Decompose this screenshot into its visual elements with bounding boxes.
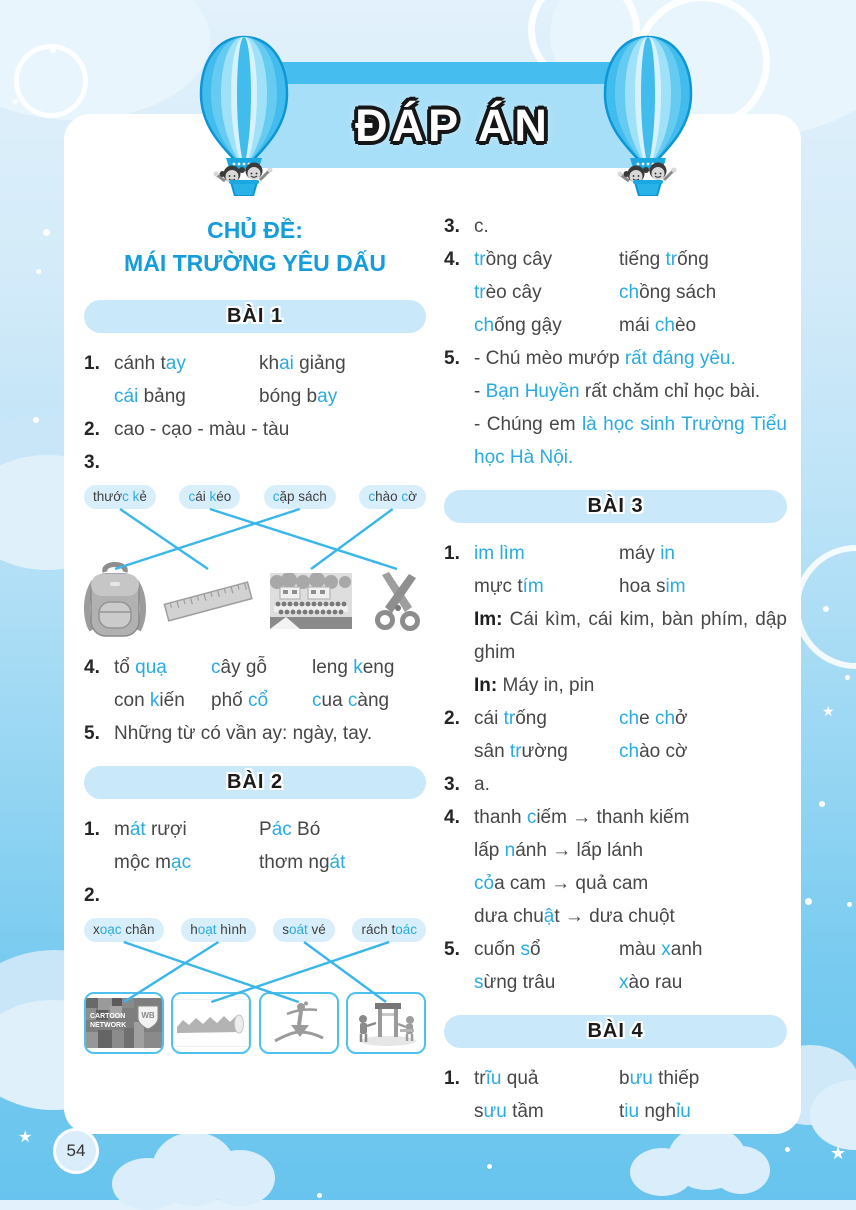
answer-cell: trèo cây — [474, 282, 542, 303]
ruler-image — [162, 576, 254, 626]
answer-row — [114, 846, 426, 879]
answer-item — [444, 702, 787, 768]
star-icon: ★ — [830, 1143, 847, 1163]
answer-cell: Pác Bó — [259, 819, 321, 840]
svg-text:WB: WB — [141, 1011, 155, 1020]
answer-cell: cái trống — [474, 708, 547, 729]
answer-cell: sưu tầm — [474, 1101, 544, 1122]
item-number: 5. — [84, 723, 100, 744]
answer-text: In: Máy in, pin — [474, 675, 595, 696]
item-content — [474, 768, 787, 801]
answer-cell: cánh tay — [114, 353, 186, 374]
answer-text: dưa chuật → dưa chuột — [474, 906, 675, 927]
matching-exercise — [84, 485, 426, 647]
item-content — [114, 446, 426, 479]
answer-card — [64, 114, 801, 1134]
answer-item — [444, 537, 787, 702]
item-number: 3. — [84, 452, 100, 473]
answer-cell: im lìm — [474, 543, 525, 564]
item-number: 2. — [84, 419, 100, 440]
answer-cell: mái chèo — [619, 315, 697, 336]
match-label-pill: hoạt hình — [181, 918, 255, 942]
answer-text: c. — [474, 216, 489, 237]
answers-banner — [252, 62, 654, 168]
match-labels-row — [84, 485, 426, 509]
banner-body — [252, 84, 654, 168]
item-content — [474, 210, 787, 243]
answer-row — [474, 933, 787, 966]
hot-air-balloon-right-icon — [596, 34, 700, 196]
answer-cell: bưu thiếp — [619, 1068, 700, 1089]
answer-row — [474, 966, 787, 999]
answer-cell: máy in — [619, 543, 675, 564]
item-number: 4. — [444, 807, 460, 828]
matching-exercise — [84, 918, 426, 1058]
item-number: 1. — [84, 353, 100, 374]
answer-cell: bóng bay — [259, 386, 338, 407]
answer-row — [474, 702, 787, 735]
item-number: 4. — [444, 249, 460, 270]
answer-row — [474, 276, 787, 309]
answer-text: cao - cạo - màu - tàu — [114, 419, 290, 440]
answer-item — [84, 347, 426, 413]
answer-cell: che chở — [619, 708, 688, 729]
answer-text: a. — [474, 774, 490, 795]
item-content — [474, 342, 787, 474]
item-number: 3. — [444, 774, 460, 795]
sparkle-dot — [43, 229, 50, 236]
left-column-items — [84, 300, 426, 1058]
right-column — [444, 210, 787, 1134]
page-number-value: 54 — [66, 1141, 86, 1160]
answer-row — [114, 380, 426, 413]
answer-cell: hoa sim — [619, 576, 686, 597]
match-connector-lines — [84, 942, 426, 988]
sparkle-dot — [317, 1193, 322, 1198]
answer-text: Im: Cái kìm, cái kim, bàn phím, dập ghim — [474, 609, 787, 663]
answer-cell: thơm ngát — [259, 852, 346, 873]
match-connector-lines — [84, 509, 426, 555]
match-label-pill: cái kéo — [179, 485, 240, 509]
answer-row — [114, 813, 426, 846]
page-title: ĐÁP ÁN — [355, 100, 551, 151]
item-number: 3. — [444, 216, 460, 237]
svg-text:CARTOON: CARTOON — [90, 1013, 126, 1020]
match-label-pill: thước kẻ — [84, 485, 156, 509]
answer-cell: mát rượi — [114, 819, 187, 840]
answer-text: cỏa cam → quả cam — [474, 873, 649, 894]
answer-cell: leng keng — [312, 657, 395, 678]
section-header-bài-4 — [444, 1015, 787, 1048]
sparkle-dot — [805, 898, 812, 905]
item-content — [114, 879, 426, 912]
answer-row — [114, 684, 426, 717]
answer-item — [84, 413, 426, 446]
answer-item — [444, 1062, 787, 1128]
answer-cell: sừng trâu — [474, 972, 556, 993]
item-number: 5. — [444, 348, 460, 369]
answer-item — [444, 210, 787, 243]
answer-cell: mộc mạc — [114, 852, 192, 873]
item-content — [474, 1062, 787, 1128]
answer-item — [84, 446, 426, 479]
answer-item — [444, 933, 787, 999]
cloud — [205, 1150, 275, 1206]
section-label: BÀI 3 — [587, 495, 644, 517]
answer-text: Những từ có vần ay: ngày, tay. — [114, 723, 373, 744]
hot-air-balloon-left-icon — [192, 34, 296, 196]
answer-cell: mực tím — [474, 576, 544, 597]
theme-line1: CHỦ ĐỀ: — [207, 217, 303, 243]
answer-cell: chào cờ — [619, 741, 688, 762]
sparkle-dot — [819, 801, 825, 807]
answer-cell: trồng cây — [474, 249, 553, 270]
sparkle-dot — [36, 269, 41, 274]
item-content — [474, 702, 787, 768]
answer-cell: khai giảng — [259, 353, 346, 374]
match-label-pill: cặp sách — [264, 485, 336, 509]
answer-row — [474, 570, 787, 603]
cloud-outline — [14, 44, 88, 118]
answer-row — [474, 537, 787, 570]
banner-top-strip — [252, 62, 654, 84]
answer-cell: sân trường — [474, 741, 568, 762]
answer-cell: trĩu quả — [474, 1068, 539, 1089]
sparkle-dot — [847, 902, 852, 907]
theme-line2: MÁI TRƯỜNG YÊU DẤU — [124, 250, 386, 276]
item-number: 1. — [444, 543, 460, 564]
section-label: BÀI 2 — [226, 771, 284, 793]
match-label-pill: soát vé — [273, 918, 335, 942]
match-label-pill: xoạc chân — [84, 918, 164, 942]
match-images-row — [84, 555, 426, 647]
answer-cell: màu xanh — [619, 939, 703, 960]
answer-cell: chồng sách — [619, 282, 717, 303]
item-content — [114, 413, 426, 446]
item-content — [474, 537, 787, 702]
answer-cell: con kiến — [114, 690, 185, 711]
match-labels-row — [84, 918, 426, 942]
answer-cell: tổ quạ — [114, 657, 167, 678]
answer-item — [84, 813, 426, 879]
answer-item — [84, 651, 426, 717]
answer-cell: tiếng trống — [619, 249, 709, 270]
answer-cell: chống gậy — [474, 315, 562, 336]
answer-text: - Chú mèo mướp rất đáng yêu. — [474, 348, 736, 369]
section-label: BÀI 1 — [226, 305, 284, 327]
scissors-image — [368, 569, 426, 633]
item-content — [474, 801, 787, 933]
cloud — [712, 1146, 770, 1194]
item-number: 2. — [84, 885, 100, 906]
answer-item — [444, 768, 787, 801]
item-content — [114, 651, 426, 717]
item-number: 5. — [444, 939, 460, 960]
sparkle-dot — [13, 99, 18, 104]
answer-row — [114, 347, 426, 380]
item-content — [114, 813, 426, 879]
section-header-bài-3 — [444, 490, 787, 523]
answer-cell: cua càng — [312, 690, 390, 711]
item-number: 1. — [444, 1068, 460, 1089]
card-content — [64, 114, 801, 1134]
item-number: 4. — [84, 657, 100, 678]
answer-text: - Bạn Huyền rất chăm chỉ học bài. — [474, 381, 761, 402]
answer-cell: xào rau — [619, 972, 683, 993]
sparkle-dot — [785, 1147, 790, 1152]
answer-text: - Chúng em là học sinh Trường Tiểu học Hà Nội. — [474, 414, 787, 468]
section-header-bài-2 — [84, 766, 426, 799]
match-images-row — [84, 988, 426, 1058]
sparkle-dot — [823, 606, 829, 612]
answer-row — [474, 1095, 787, 1128]
answer-row — [474, 735, 787, 768]
answer-row — [474, 1062, 787, 1095]
answer-item — [444, 243, 787, 342]
answer-row — [114, 651, 426, 684]
star-icon: ★ — [18, 1129, 33, 1146]
item-content — [114, 347, 426, 413]
item-content — [474, 243, 787, 342]
section-label: BÀI 4 — [587, 1020, 644, 1042]
answer-row — [474, 309, 787, 342]
backpack-image — [84, 560, 146, 642]
answer-item — [84, 879, 426, 912]
answer-item — [444, 342, 787, 474]
section-header-bài-1 — [84, 300, 426, 333]
star-icon: ★ — [822, 703, 835, 719]
answer-item — [84, 717, 426, 750]
left-column — [84, 210, 426, 1134]
sparkle-dot — [50, 47, 56, 53]
item-content — [474, 933, 787, 999]
answer-cell: cuốn sổ — [474, 939, 541, 960]
flag-ceremony-photo-image — [270, 573, 352, 629]
answer-row — [474, 243, 787, 276]
theme-title — [84, 214, 426, 280]
match-label-pill: chào cờ — [359, 485, 426, 509]
answer-cell: phố cổ — [211, 690, 269, 711]
svg-text:NETWORK: NETWORK — [90, 1022, 127, 1029]
sparkle-dot — [845, 675, 850, 680]
sparkle-dot — [487, 1164, 492, 1169]
page-number — [53, 1128, 99, 1174]
answer-cell: tiu nghỉu — [619, 1101, 691, 1122]
item-number: 1. — [84, 819, 100, 840]
match-label-pill: rách toác — [352, 918, 426, 942]
answer-text: thanh ciếm → thanh kiếm — [474, 807, 690, 828]
answer-cell: cây gỗ — [211, 657, 267, 678]
item-content — [114, 717, 426, 750]
answer-item — [444, 801, 787, 933]
answer-cell: cái bảng — [114, 386, 186, 407]
sparkle-dot — [33, 417, 39, 423]
answer-text: lấp nánh → lấp lánh — [474, 840, 644, 861]
item-number: 2. — [444, 708, 460, 729]
